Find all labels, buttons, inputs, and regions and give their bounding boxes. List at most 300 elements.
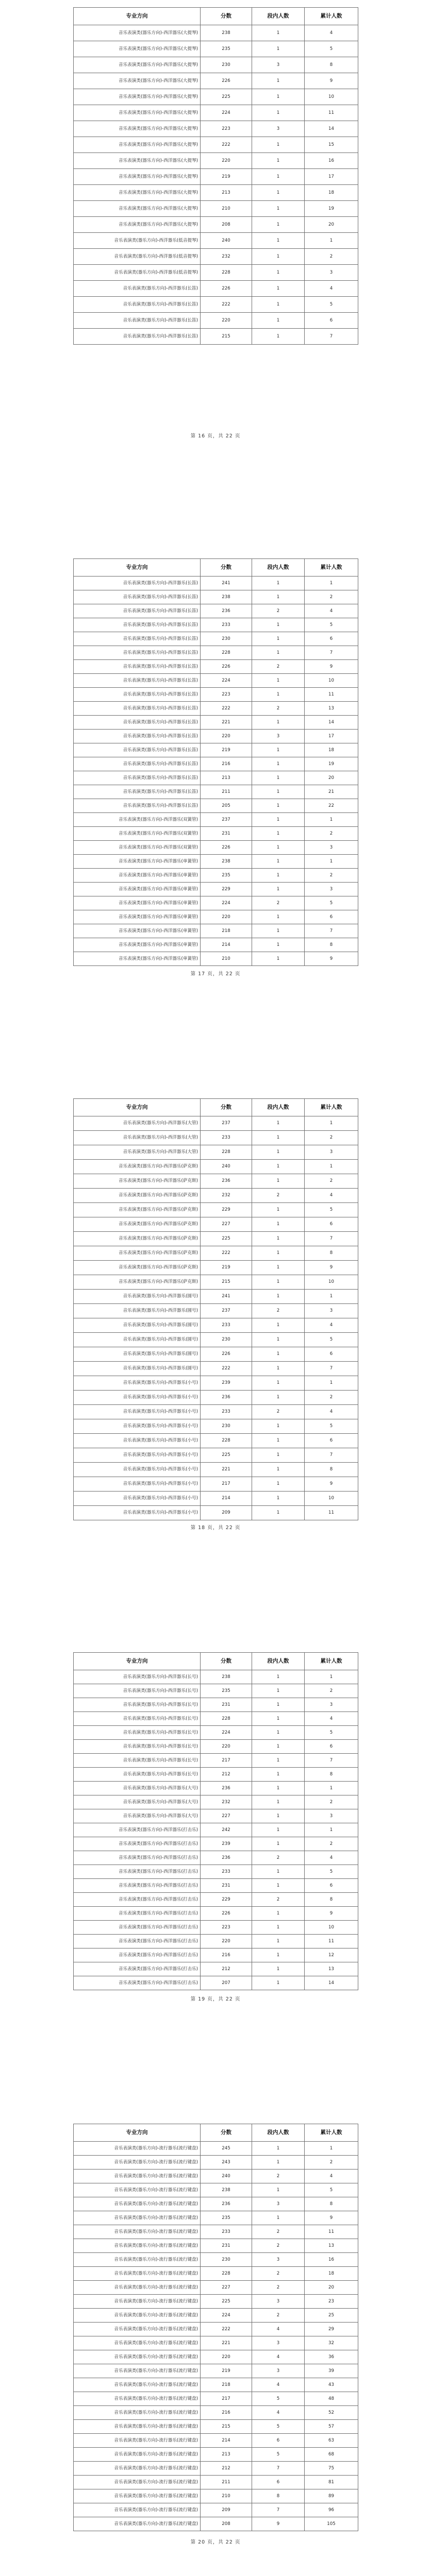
cell-segment-count: 1 bbox=[252, 1726, 305, 1740]
cell-cumulative-count: 52 bbox=[305, 2406, 358, 2420]
cell-cumulative-count: 4 bbox=[305, 1189, 358, 1203]
cell-cumulative-count: 22 bbox=[305, 799, 358, 813]
cell-segment-count: 6 bbox=[252, 2476, 305, 2489]
cell-major: 音乐表演类(器乐方向)-西洋器乐(长号) bbox=[74, 1698, 201, 1712]
score-table bbox=[73, 1652, 358, 1990]
table-row bbox=[74, 2183, 358, 2197]
cell-major: 音乐表演类(器乐方向)-西洋器乐(圆号) bbox=[74, 1347, 201, 1362]
cell-score: 232 bbox=[201, 1189, 252, 1203]
cell-cumulative-count: 105 bbox=[305, 2517, 358, 2531]
cell-score: 211 bbox=[201, 785, 252, 799]
cell-segment-count: 1 bbox=[252, 1879, 305, 1893]
cell-major: 音乐表演类(器乐方向)-西洋器乐(双簧管) bbox=[74, 827, 201, 841]
cell-cumulative-count: 5 bbox=[305, 618, 358, 632]
cell-cumulative-count: 9 bbox=[305, 1261, 358, 1275]
cell-cumulative-count: 5 bbox=[305, 1333, 358, 1347]
cell-segment-count: 3 bbox=[252, 2364, 305, 2378]
cell-major: 音乐表演类(器乐方向)-西洋器乐(大提琴) bbox=[74, 121, 201, 137]
table-row bbox=[74, 2476, 358, 2489]
cell-segment-count: 1 bbox=[252, 855, 305, 869]
table-row bbox=[74, 137, 358, 153]
cell-segment-count: 1 bbox=[252, 1145, 305, 1160]
cell-segment-count: 1 bbox=[252, 1232, 305, 1246]
cell-segment-count: 1 bbox=[252, 1261, 305, 1275]
table-row bbox=[74, 281, 358, 297]
cell-cumulative-count: 5 bbox=[305, 1865, 358, 1879]
cell-cumulative-count: 5 bbox=[305, 1419, 358, 1434]
cell-cumulative-count: 4 bbox=[305, 1712, 358, 1726]
cell-cumulative-count: 1 bbox=[305, 855, 358, 869]
cell-score: 227 bbox=[201, 1217, 252, 1232]
cell-segment-count: 1 bbox=[252, 1333, 305, 1347]
cell-cumulative-count: 13 bbox=[305, 702, 358, 716]
cell-cumulative-count: 1 bbox=[305, 1160, 358, 1174]
cell-segment-count: 2 bbox=[252, 1189, 305, 1203]
table-row bbox=[74, 1116, 358, 1131]
cell-segment-count: 1 bbox=[252, 827, 305, 841]
table-row bbox=[74, 1246, 358, 1261]
cell-cumulative-count: 18 bbox=[305, 185, 358, 201]
cell-score: 225 bbox=[201, 1232, 252, 1246]
cell-cumulative-count: 14 bbox=[305, 1976, 358, 1990]
cell-major: 音乐表演类(器乐方向)-西洋器乐(大提琴) bbox=[74, 73, 201, 89]
cell-cumulative-count: 5 bbox=[305, 297, 358, 313]
cell-major: 音乐表演类(器乐方向)-西洋器乐(打击乐) bbox=[74, 1962, 201, 1976]
cell-score: 236 bbox=[201, 1391, 252, 1405]
table-row bbox=[74, 1837, 358, 1851]
cell-cumulative-count: 4 bbox=[305, 281, 358, 297]
cell-cumulative-count: 10 bbox=[305, 1492, 358, 1506]
header-province-rank: 累计人数 bbox=[305, 1099, 358, 1116]
cell-score: 233 bbox=[201, 1131, 252, 1145]
cell-score: 223 bbox=[201, 1921, 252, 1935]
cell-score: 236 bbox=[201, 1782, 252, 1795]
cell-segment-count: 1 bbox=[252, 169, 305, 185]
cell-major: 音乐表演类(器乐方向)-西洋器乐(长笛) bbox=[74, 618, 201, 632]
cell-segment-count: 1 bbox=[252, 73, 305, 89]
cell-major: 音乐表演类(器乐方向)-西洋器乐(双簧管) bbox=[74, 813, 201, 827]
table-row bbox=[74, 121, 358, 137]
cell-major: 音乐表演类(器乐方向)-流行器乐(流行键盘) bbox=[74, 2517, 201, 2531]
header-score: 分数 bbox=[201, 8, 252, 25]
cell-score: 230 bbox=[201, 57, 252, 73]
cell-major: 音乐表演类(器乐方向)-流行器乐(流行键盘) bbox=[74, 2267, 201, 2281]
table-row bbox=[74, 1347, 358, 1362]
cell-cumulative-count: 68 bbox=[305, 2448, 358, 2462]
cell-cumulative-count: 48 bbox=[305, 2392, 358, 2406]
cell-major: 音乐表演类(器乐方向)-西洋器乐(打击乐) bbox=[74, 1907, 201, 1921]
cell-score: 226 bbox=[201, 1907, 252, 1921]
table-row bbox=[74, 1492, 358, 1506]
page-number-footer: 第 17 页，共 22 页 bbox=[190, 971, 241, 977]
cell-cumulative-count: 1 bbox=[305, 1376, 358, 1391]
cell-segment-count: 6 bbox=[252, 2434, 305, 2448]
cell-major: 音乐表演类(器乐方向)-西洋器乐(单簧管) bbox=[74, 855, 201, 869]
cell-segment-count: 3 bbox=[252, 121, 305, 137]
table-row bbox=[74, 1712, 358, 1726]
cell-cumulative-count: 5 bbox=[305, 1726, 358, 1740]
table-row bbox=[74, 1419, 358, 1434]
cell-major: 音乐表演类(器乐方向)-西洋器乐(大提琴) bbox=[74, 137, 201, 153]
cell-segment-count: 1 bbox=[252, 938, 305, 952]
cell-segment-count: 3 bbox=[252, 57, 305, 73]
cell-segment-count: 1 bbox=[252, 1376, 305, 1391]
cell-major: 音乐表演类(器乐方向)-流行器乐(流行键盘) bbox=[74, 2323, 201, 2336]
cell-major: 音乐表演类(器乐方向)-西洋器乐(打击乐) bbox=[74, 1837, 201, 1851]
cell-score: 237 bbox=[201, 813, 252, 827]
table-row bbox=[74, 1304, 358, 1318]
table-row bbox=[74, 1823, 358, 1837]
cell-major: 音乐表演类(器乐方向)-西洋器乐(萨克斯) bbox=[74, 1160, 201, 1174]
cell-segment-count: 5 bbox=[252, 2420, 305, 2434]
cell-cumulative-count: 5 bbox=[305, 41, 358, 57]
cell-cumulative-count: 75 bbox=[305, 2462, 358, 2476]
cell-segment-count: 1 bbox=[252, 185, 305, 201]
cell-major: 音乐表演类(器乐方向)-西洋器乐(单簧管) bbox=[74, 952, 201, 966]
table-row bbox=[74, 632, 358, 646]
cell-major: 音乐表演类(器乐方向)-西洋器乐(长号) bbox=[74, 1712, 201, 1726]
cell-score: 222 bbox=[201, 1246, 252, 1261]
table-row bbox=[74, 743, 358, 757]
page-number-footer: 第 19 页，共 22 页 bbox=[190, 1996, 241, 2002]
cell-segment-count: 1 bbox=[252, 1698, 305, 1712]
cell-cumulative-count: 7 bbox=[305, 924, 358, 938]
table-header-row bbox=[74, 8, 358, 25]
cell-segment-count: 1 bbox=[252, 153, 305, 169]
cell-score: 216 bbox=[201, 757, 252, 771]
table-row bbox=[74, 813, 358, 827]
table-row bbox=[74, 1232, 358, 1246]
table-row bbox=[74, 883, 358, 896]
table-row bbox=[74, 185, 358, 201]
cell-score: 228 bbox=[201, 1712, 252, 1726]
page-number-footer: 第 18 页，共 22 页 bbox=[190, 1525, 241, 1531]
cell-segment-count: 3 bbox=[252, 730, 305, 743]
cell-cumulative-count: 4 bbox=[305, 25, 358, 41]
cell-segment-count: 1 bbox=[252, 1419, 305, 1434]
cell-score: 225 bbox=[201, 1448, 252, 1463]
header-major: 专业方向 bbox=[74, 559, 201, 577]
cell-score: 221 bbox=[201, 2336, 252, 2350]
cell-score: 228 bbox=[201, 1434, 252, 1448]
cell-major: 音乐表演类(器乐方向)-西洋器乐(长笛) bbox=[74, 281, 201, 297]
cell-score: 226 bbox=[201, 73, 252, 89]
table-row bbox=[74, 730, 358, 743]
table-row bbox=[74, 716, 358, 730]
cell-score: 230 bbox=[201, 1333, 252, 1347]
cell-cumulative-count: 2 bbox=[305, 1684, 358, 1698]
cell-score: 215 bbox=[201, 1275, 252, 1290]
cell-score: 212 bbox=[201, 2462, 252, 2476]
cell-major: 音乐表演类(器乐方向)-流行器乐(流行键盘) bbox=[74, 2489, 201, 2503]
cell-cumulative-count: 3 bbox=[305, 841, 358, 855]
cell-score: 241 bbox=[201, 1290, 252, 1304]
cell-score: 245 bbox=[201, 2142, 252, 2156]
cell-cumulative-count: 89 bbox=[305, 2489, 358, 2503]
cell-cumulative-count: 10 bbox=[305, 1921, 358, 1935]
table-row bbox=[74, 249, 358, 265]
cell-segment-count: 1 bbox=[252, 1362, 305, 1376]
table-row bbox=[74, 1976, 358, 1990]
cell-segment-count: 1 bbox=[252, 1907, 305, 1921]
cell-score: 233 bbox=[201, 1865, 252, 1879]
cell-score: 213 bbox=[201, 2448, 252, 2462]
cell-major: 音乐表演类(器乐方向)-西洋器乐(长笛) bbox=[74, 590, 201, 604]
cell-major: 音乐表演类(器乐方向)-西洋器乐(长笛) bbox=[74, 757, 201, 771]
cell-cumulative-count: 7 bbox=[305, 646, 358, 660]
cell-major: 音乐表演类(器乐方向)-西洋器乐(萨克斯) bbox=[74, 1261, 201, 1275]
cell-segment-count: 1 bbox=[252, 1203, 305, 1217]
cell-cumulative-count: 11 bbox=[305, 1506, 358, 1520]
table-row bbox=[74, 1795, 358, 1809]
cell-score: 220 bbox=[201, 153, 252, 169]
cell-major: 音乐表演类(器乐方向)-西洋器乐(萨克斯) bbox=[74, 1232, 201, 1246]
cell-segment-count: 1 bbox=[252, 952, 305, 966]
table-row bbox=[74, 841, 358, 855]
cell-cumulative-count: 5 bbox=[305, 1203, 358, 1217]
table-row bbox=[74, 1477, 358, 1492]
cell-major: 音乐表演类(器乐方向)-西洋器乐(单簧管) bbox=[74, 869, 201, 883]
cell-cumulative-count: 8 bbox=[305, 2197, 358, 2211]
table-row bbox=[74, 1131, 358, 1145]
table-row bbox=[74, 1391, 358, 1405]
cell-segment-count: 8 bbox=[252, 2489, 305, 2503]
cell-major: 音乐表演类(器乐方向)-流行器乐(流行键盘) bbox=[74, 2156, 201, 2170]
cell-major: 音乐表演类(器乐方向)-西洋器乐(长笛) bbox=[74, 743, 201, 757]
cell-major: 音乐表演类(器乐方向)-流行器乐(流行键盘) bbox=[74, 2183, 201, 2197]
cell-major: 音乐表演类(器乐方向)-西洋器乐(单簧管) bbox=[74, 910, 201, 924]
cell-score: 210 bbox=[201, 201, 252, 217]
cell-cumulative-count: 3 bbox=[305, 265, 358, 281]
cell-segment-count: 2 bbox=[252, 702, 305, 716]
cell-cumulative-count: 4 bbox=[305, 2170, 358, 2183]
cell-major: 音乐表演类(器乐方向)-西洋器乐(大提琴) bbox=[74, 25, 201, 41]
cell-segment-count: 4 bbox=[252, 2350, 305, 2364]
cell-score: 217 bbox=[201, 1477, 252, 1492]
cell-segment-count: 1 bbox=[252, 924, 305, 938]
cell-segment-count: 3 bbox=[252, 2197, 305, 2211]
cell-score: 233 bbox=[201, 2225, 252, 2239]
table-row bbox=[74, 2156, 358, 2170]
cell-major: 音乐表演类(器乐方向)-西洋器乐(长笛) bbox=[74, 716, 201, 730]
cell-segment-count: 1 bbox=[252, 105, 305, 121]
table-row bbox=[74, 1145, 358, 1160]
cell-major: 音乐表演类(器乐方向)-西洋器乐(小号) bbox=[74, 1434, 201, 1448]
table-row bbox=[74, 57, 358, 73]
cell-major: 音乐表演类(器乐方向)-西洋器乐(单簧管) bbox=[74, 924, 201, 938]
cell-segment-count: 1 bbox=[252, 1962, 305, 1976]
cell-segment-count: 1 bbox=[252, 1347, 305, 1362]
cell-score: 227 bbox=[201, 1809, 252, 1823]
cell-score: 241 bbox=[201, 577, 252, 590]
cell-major: 音乐表演类(器乐方向)-西洋器乐(萨克斯) bbox=[74, 1203, 201, 1217]
table-row bbox=[74, 1362, 358, 1376]
cell-segment-count: 1 bbox=[252, 41, 305, 57]
cell-major: 音乐表演类(器乐方向)-西洋器乐(打击乐) bbox=[74, 1935, 201, 1948]
cell-major: 音乐表演类(器乐方向)-西洋器乐(大提琴) bbox=[74, 169, 201, 185]
cell-major: 音乐表演类(器乐方向)-流行器乐(流行键盘) bbox=[74, 2350, 201, 2364]
table-row bbox=[74, 89, 358, 105]
cell-score: 233 bbox=[201, 1318, 252, 1333]
cell-segment-count: 1 bbox=[252, 1160, 305, 1174]
table-row bbox=[74, 1962, 358, 1976]
table-row bbox=[74, 1948, 358, 1962]
cell-segment-count: 1 bbox=[252, 1837, 305, 1851]
header-score: 分数 bbox=[201, 2124, 252, 2142]
table-row bbox=[74, 73, 358, 89]
table-row bbox=[74, 2434, 358, 2448]
cell-cumulative-count: 20 bbox=[305, 2281, 358, 2295]
cell-cumulative-count: 16 bbox=[305, 153, 358, 169]
cell-segment-count: 1 bbox=[252, 1921, 305, 1935]
cell-segment-count: 2 bbox=[252, 2281, 305, 2295]
cell-score: 222 bbox=[201, 2323, 252, 2336]
cell-segment-count: 1 bbox=[252, 201, 305, 217]
cell-major: 音乐表演类(器乐方向)-西洋器乐(小号) bbox=[74, 1448, 201, 1463]
table-row bbox=[74, 1463, 358, 1477]
cell-cumulative-count: 23 bbox=[305, 2295, 358, 2309]
cell-major: 音乐表演类(器乐方向)-流行器乐(流行键盘) bbox=[74, 2392, 201, 2406]
cell-segment-count: 2 bbox=[252, 660, 305, 674]
table-row bbox=[74, 2378, 358, 2392]
cell-segment-count: 1 bbox=[252, 313, 305, 329]
cell-segment-count: 1 bbox=[252, 841, 305, 855]
cell-score: 224 bbox=[201, 2309, 252, 2323]
cell-score: 221 bbox=[201, 1463, 252, 1477]
cell-major: 音乐表演类(器乐方向)-流行器乐(流行键盘) bbox=[74, 2211, 201, 2225]
table-row bbox=[74, 1740, 358, 1754]
cell-score: 219 bbox=[201, 169, 252, 185]
cell-cumulative-count: 20 bbox=[305, 217, 358, 233]
cell-major: 音乐表演类(器乐方向)-流行器乐(流行键盘) bbox=[74, 2225, 201, 2239]
table-row bbox=[74, 1782, 358, 1795]
cell-segment-count: 1 bbox=[252, 249, 305, 265]
table-row bbox=[74, 2309, 358, 2323]
header-school-rank: 段内人数 bbox=[252, 1099, 305, 1116]
table-row bbox=[74, 313, 358, 329]
header-school-rank: 段内人数 bbox=[252, 2124, 305, 2142]
cell-score: 222 bbox=[201, 297, 252, 313]
cell-segment-count: 1 bbox=[252, 281, 305, 297]
cell-cumulative-count: 3 bbox=[305, 1698, 358, 1712]
cell-score: 226 bbox=[201, 281, 252, 297]
cell-segment-count: 1 bbox=[252, 1116, 305, 1131]
cell-score: 240 bbox=[201, 2170, 252, 2183]
cell-segment-count: 1 bbox=[252, 590, 305, 604]
table-row bbox=[74, 2211, 358, 2225]
table-row bbox=[74, 2503, 358, 2517]
cell-score: 227 bbox=[201, 2281, 252, 2295]
cell-segment-count: 1 bbox=[252, 1477, 305, 1492]
cell-segment-count: 1 bbox=[252, 785, 305, 799]
table-row bbox=[74, 1506, 358, 1520]
cell-score: 217 bbox=[201, 2392, 252, 2406]
cell-cumulative-count: 7 bbox=[305, 329, 358, 345]
table-row bbox=[74, 1851, 358, 1865]
table-row bbox=[74, 785, 358, 799]
cell-cumulative-count: 9 bbox=[305, 1477, 358, 1492]
cell-score: 226 bbox=[201, 1347, 252, 1362]
cell-segment-count: 1 bbox=[252, 137, 305, 153]
cell-score: 238 bbox=[201, 1670, 252, 1684]
cell-score: 233 bbox=[201, 618, 252, 632]
table-row bbox=[74, 1809, 358, 1823]
cell-major: 音乐表演类(器乐方向)-西洋器乐(低音提琴) bbox=[74, 249, 201, 265]
cell-segment-count: 2 bbox=[252, 604, 305, 618]
table-row bbox=[74, 771, 358, 785]
cell-score: 238 bbox=[201, 855, 252, 869]
cell-segment-count: 1 bbox=[252, 799, 305, 813]
table-row bbox=[74, 2406, 358, 2420]
cell-score: 210 bbox=[201, 952, 252, 966]
table-row bbox=[74, 1160, 358, 1174]
cell-cumulative-count: 20 bbox=[305, 771, 358, 785]
cell-score: 216 bbox=[201, 2406, 252, 2420]
table-row bbox=[74, 1217, 358, 1232]
cell-segment-count: 1 bbox=[252, 632, 305, 646]
cell-segment-count: 2 bbox=[252, 2170, 305, 2183]
cell-score: 222 bbox=[201, 702, 252, 716]
table-row bbox=[74, 1921, 358, 1935]
cell-major: 音乐表演类(器乐方向)-西洋器乐(萨克斯) bbox=[74, 1246, 201, 1261]
cell-segment-count: 4 bbox=[252, 2406, 305, 2420]
score-table bbox=[73, 1098, 358, 1520]
table-row bbox=[74, 169, 358, 185]
cell-score: 226 bbox=[201, 841, 252, 855]
cell-cumulative-count: 17 bbox=[305, 169, 358, 185]
cell-major: 音乐表演类(器乐方向)-西洋器乐(大号) bbox=[74, 1782, 201, 1795]
cell-score: 226 bbox=[201, 660, 252, 674]
cell-major: 音乐表演类(器乐方向)-西洋器乐(长笛) bbox=[74, 313, 201, 329]
table-row bbox=[74, 2448, 358, 2462]
cell-segment-count: 4 bbox=[252, 2378, 305, 2392]
cell-major: 音乐表演类(器乐方向)-西洋器乐(圆号) bbox=[74, 1290, 201, 1304]
cell-score: 213 bbox=[201, 185, 252, 201]
cell-major: 音乐表演类(器乐方向)-西洋器乐(小号) bbox=[74, 1391, 201, 1405]
cell-major: 音乐表演类(器乐方向)-西洋器乐(小号) bbox=[74, 1376, 201, 1391]
cell-segment-count: 1 bbox=[252, 1809, 305, 1823]
cell-major: 音乐表演类(器乐方向)-西洋器乐(大管) bbox=[74, 1116, 201, 1131]
cell-segment-count: 1 bbox=[252, 1948, 305, 1962]
table-row bbox=[74, 217, 358, 233]
cell-segment-count: 1 bbox=[252, 2142, 305, 2156]
table-row bbox=[74, 2142, 358, 2156]
table-row bbox=[74, 702, 358, 716]
cell-cumulative-count: 63 bbox=[305, 2434, 358, 2448]
header-school-rank: 段内人数 bbox=[252, 1653, 305, 1670]
cell-cumulative-count: 5 bbox=[305, 896, 358, 910]
table-row bbox=[74, 1865, 358, 1879]
cell-cumulative-count: 3 bbox=[305, 883, 358, 896]
table-row bbox=[74, 2239, 358, 2253]
table-row bbox=[74, 896, 358, 910]
cell-major: 音乐表演类(器乐方向)-西洋器乐(大提琴) bbox=[74, 217, 201, 233]
cell-segment-count: 1 bbox=[252, 743, 305, 757]
table-row bbox=[74, 1290, 358, 1304]
cell-score: 216 bbox=[201, 1948, 252, 1962]
table-row bbox=[74, 577, 358, 590]
cell-major: 音乐表演类(器乐方向)-西洋器乐(圆号) bbox=[74, 1318, 201, 1333]
header-score: 分数 bbox=[201, 1099, 252, 1116]
cell-cumulative-count: 12 bbox=[305, 1948, 358, 1962]
cell-cumulative-count: 11 bbox=[305, 688, 358, 702]
cell-segment-count: 1 bbox=[252, 1782, 305, 1795]
cell-cumulative-count: 8 bbox=[305, 1246, 358, 1261]
cell-major: 音乐表演类(器乐方向)-西洋器乐(打击乐) bbox=[74, 1893, 201, 1907]
cell-segment-count: 2 bbox=[252, 2267, 305, 2281]
cell-cumulative-count: 1 bbox=[305, 1823, 358, 1837]
table-row bbox=[74, 688, 358, 702]
